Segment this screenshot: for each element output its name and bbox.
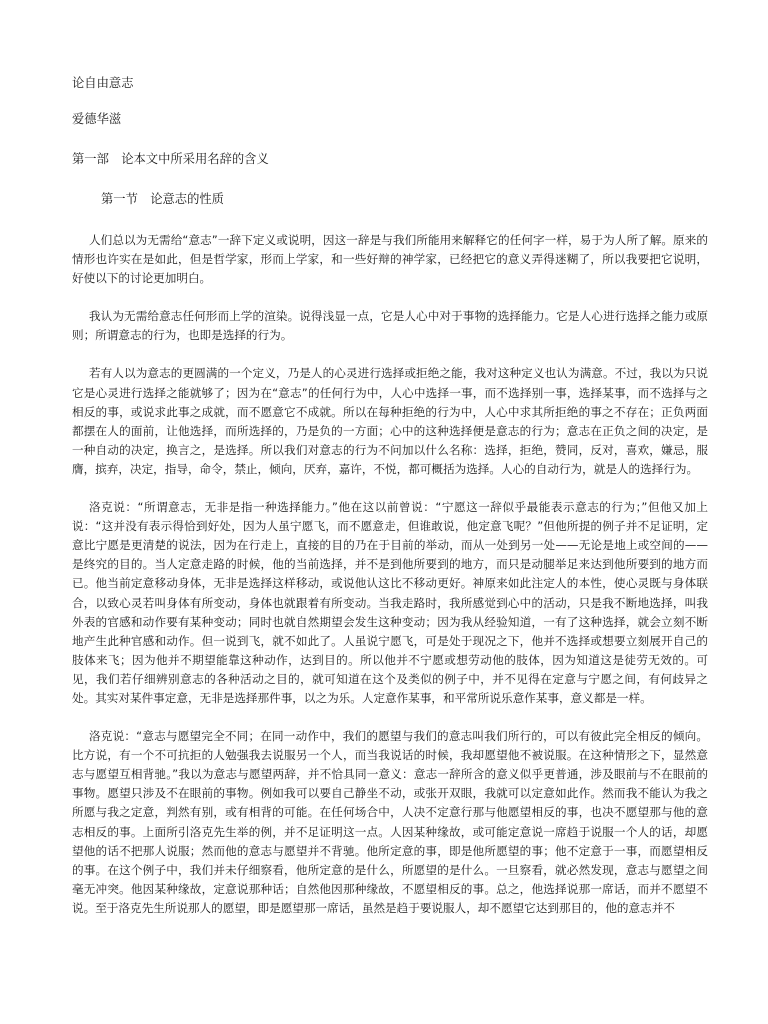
paragraph-3: 若有人以为意志的更圆满的一个定义，乃是人的心灵进行选择或拒绝之能，我对这种定义也认为满意。不过，我以为只说它是心灵进行选择之能就够了；因为在“意志”的任何行为中，人心中选择一事，而不选择别一事，选择某事，而不选择与之相反的事，或说求此事之成就，而不愿意它不成就。所以在每种拒绝的行为中，人心中求其所拒绝的事之不存在；正负两面都摆在人的面前，让他选择，而所选择的，乃是负的一方面；心中的这种选择便是意志的行为；意志在正负之间的决定，是一种自动的决定，换言之，是选择。所以我们对意志的行为不问加以什么名称：选择，拒绝，赞同，反对，喜欢，嫌忌，服膺，摈弃，决定，指导，命令，禁止，倾向，厌弃，嘉许，不悦，都可概括为选择。人心的自动行为，就是人的选择行为。	[72, 366, 708, 476]
document-title: 论自由意志	[72, 76, 134, 90]
part-heading: 第一部 论本文中所采用名辞的含义	[72, 152, 269, 166]
paragraph-1: 人们总以为无需给“意志”一辞下定义或说明，因这一辞是与我们所能用来解释它的任何字一样，易于为人所了解。原来的情形也许实在是如此，但是哲学家，形而上学家，和一些好辩的神学家，已经把它的意义弄得迷糊了，所以我要把它说明，好使以下的讨论更加明白。	[72, 233, 708, 286]
paragraph-5: 洛克说：“意志与愿望完全不同；在同一动作中，我们的愿望与我们的意志叫我们所行的，可以有彼此完全相反的倾向。比方说，有一个不可抗拒的人勉强我去说服另一个人，而当我说话的时候，我却愿望他不被说服。在这种情形之下，显然意志与愿望互相背驰。”我以为意志与愿望两辞，并不恰具同一意义：意志一辞所含的意义似乎更普通，涉及眼前与不在眼前的事物。愿望只涉及不在眼前的事物。例如我可以要自己静坐不动，或张开双眼，我就可以定意如此作。然而我不能认为我之所愿与我之定意，判然有别，或有相背的可能。在任何场合中，人决不定意行那与他愿望相反的事，也决不愿望那与他的意志相反的事。上面所引洛克先生举的例，并不足证明这一点。人因某种缘故，或可能定意说一席趋于说服一个人的话，却愿望他的话不把那人说服；然而他的意志与愿望并不背驰。他所定意的事，即是他所愿望的事；他不定意于一事，而愿望相反的事。在这个例子中，我们并未仔细察看，他所定意的是什么，所愿望的是什么。一旦察看，就必然发现，意志与愿望之间毫无冲突。他因某种缘故，定意说那种话；自然他因那种缘故，不愿望相反的事。总之，他选择说那一席话，而并不愿望不说。至于洛克先生所说那人的愿望，即是愿望那一席话，虽然是趋于要说服人，却不愿望它达到那目的，他的意志并不	[72, 729, 708, 915]
paragraph-4: 洛克说：“所谓意志，无非是指一种选择能力。”他在这以前曾说：“宁愿这一辞似乎最能表示意志的行为；”但他又加上说：“这并没有表示得恰到好处，因为人虽宁愿飞，而不愿意走，但谁敢说，他定意飞呢？”但他所提的例子并不足证明，定意比宁愿是更清楚的说法，因为在行走上，直接的目的乃在于目前的举动，而从一处到另一处——无论是地上或空间的——是终究的目的。当人定意走路的时候，他的当前选择，并不是到他所要到的地方，而只是动腿举足来达到他所要到的地方而已。他当前定意移动身体，无非是选择这样移动，或说他认这比不移动更好。神原来如此注定人的本性，使心灵既与身体联合，以致心灵若叫身体有所变动，身体也就跟着有所变动。当我走路时，我所感觉到心中的活动，只是我不断地选择，叫我外表的官感和动作要有某种变动；同时也就自然期望会发生这种变动；因为我从经验知道，一有了这种选择，就会立刻不断地产生此种官感和动作。但一说到飞，就不如此了。人虽说宁愿飞，可是处于现况之下，他并不选择或想要立刻展开自己的肢体来飞；因为他并不期望能靠这种动作，达到目的。所以他并不宁愿或想劳动他的肢体，因为知道这是徒劳无效的。可见，我们若仔细辨别意志的各种活动之目的，就可知道在这个及类似的例子中，并不见得在定意与宁愿之间，有何歧异之处。其实对某件事定意，无非是选择那件事，以之为乐。人定意作某事，和平常所说乐意作某事，意义都是一样。	[72, 500, 708, 705]
paragraph-2: 我认为无需给意志任何形而上学的渲染。说得浅显一点，它是人心中对于事物的选择能力。它是人心进行选择之能力或原则；所谓意志的行为，也即是选择的行为。	[72, 309, 708, 343]
section-heading: 第一节 论意志的性质	[101, 192, 224, 206]
author-name: 爱德华滋	[72, 112, 122, 126]
